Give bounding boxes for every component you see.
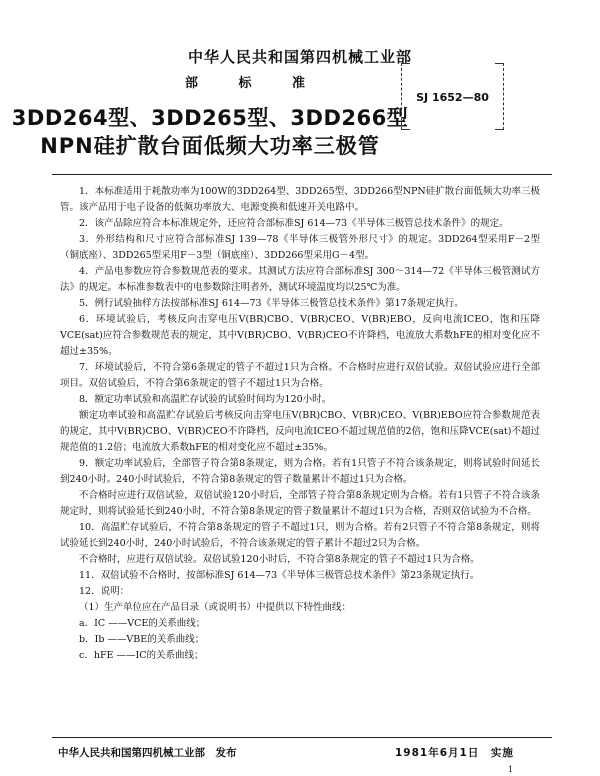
effective-date: 1981年6月1日 实施 [395, 747, 514, 759]
ministry-name: 中华人民共和国第四机械工业部 [187, 48, 412, 66]
clause-6: 6．环境试验后，考核反向击穿电压V(BR)CBO、V(BR)CEO、V(BR)EBO，反向电流ICEO，饱和压降VCE(sat)应符合参数规范表的规定，其中V(BR)CBO、V(BR)CEO不许降档，电流放大系数hFE的相对变化应不超过±35%。 [60, 314, 540, 357]
document-body [60, 184, 540, 664]
clause-8-detail: 额定功率试验和高温贮存试验后考核反向击穿电压V(BR)CBO、V(BR)CEO、V(BR)EBO应符合参数规范表的规定，其中V(BR)CBO、V(BR)CEO不许降档，反向电流ICEO不超过规范值的2倍，饱和压降VCE(sat)不超过规范值的1.2倍；电流放大系数hFE的相对变化应不超过±35%。 [60, 410, 540, 453]
clause-11: 11．双倍试验不合格时，按部标准SJ 614—73《半导体三极管总技术条件》第23条规定执行。 [79, 570, 480, 581]
clause-4: 4．产品电参数应符合参数规范表的要求。其测试方法应符合部标准SJ 300～314—72《半导体三极管测试方法》的规定。本标准参数表中的电参数除注明者外，测试环境温度均以25℃为准。 [60, 266, 540, 293]
document-title-line1: 3DD264型、3DD265型、3DD266型 [11, 106, 409, 130]
clause-10: 10．高温贮存试验后，不符合第8条规定的管子不超过1只，则为合格。若有2只管子不符合第8条规定，则将试验延长到240小时，240小时试验后，不符合该条规定的管子累计不超过2只为合格。 [60, 522, 540, 549]
standard-kind [185, 72, 305, 91]
publisher: 中华人民共和国第四机械工业部 发布 [58, 747, 237, 759]
clause-9: 9．额定功率试验后，全部管子符合第8条规定，则为合格。若有1只管子不符合该条规定，则将试验时间延长到240小时。240小时试验后，不符合第8条规定的管子数量累计不超过1只为合格。 [60, 458, 540, 485]
clause-7: 7．环境试验后，不符合第6条规定的管子不超过1只为合格。不合格时应进行双倍试验。双倍试验应进行全部项目。双倍试验后，不符合第6条规定的管子不超过1只为合格。 [60, 362, 540, 389]
curve-item-a: a．IC ——VCE的关系曲线； [79, 618, 206, 629]
clause-3: 3．外形结构和尺寸应符合部标准SJ 139—78《半导体三极管外形尺寸》的规定。3DD264型采用F－2型（铜底座）、3DD265型采用F－3型（铜底座）、3DD266型采用G－4型。 [60, 234, 540, 261]
page-number: 1 [508, 765, 514, 774]
clause-2: 2．该产品除应符合本标准规定外，还应符合部标准SJ 614—73《半导体三极管总技术条件》的规定。 [79, 218, 509, 229]
standard-code-box [401, 63, 504, 130]
standard-kind-char: 部 [185, 76, 199, 91]
clause-5: 5．例行试验抽样方法按部标准SJ 614—73《半导体三极管总技术条件》第17条规定执行。 [79, 298, 464, 309]
clause-9-detail: 不合格时应进行双倍试验，双倍试验120小时后，全部管子符合第8条规定则为合格。若有1只管子不符合该条规定时，则将试验延长到240小时，不符合第8条规定的管子数量累计不超过1只为合格，否则双倍试验为不合格。 [60, 490, 540, 517]
footer-divider [52, 737, 552, 738]
standard-code: SJ 1652—80 [416, 91, 489, 104]
standard-kind-char: 准 [291, 76, 305, 91]
clause-12: 12．说明： [79, 586, 130, 597]
curve-item-b: b．Ib ——VBE的关系曲线； [79, 634, 205, 645]
standard-kind-char: 标 [238, 76, 252, 91]
curve-item-c: c．hFE ——IC的关系曲线； [79, 650, 204, 661]
clause-1: 1．本标准适用于耗散功率为100W的3DD264型、3DD265型、3DD266型NPN硅扩散台面低频大功率三极管。该产品用于电子设备的低频功率放大、电源变换和低速开关电路中。 [60, 186, 540, 213]
clause-8: 8．额定功率试验和高温贮存试验的试验时间均为120小时。 [79, 394, 332, 405]
clause-10-detail: 不合格时，应进行双倍试验。双倍试验120小时后，不符合第8条规定的管子不超过1只为合格。 [79, 554, 480, 565]
clause-12-item-1: （1）生产单位应在产品目录（或说明书）中提供以下特性曲线： [79, 602, 352, 613]
document-title-line2: NPN硅扩散台面低频大功率三极管 [40, 134, 380, 158]
header-divider [52, 174, 552, 175]
